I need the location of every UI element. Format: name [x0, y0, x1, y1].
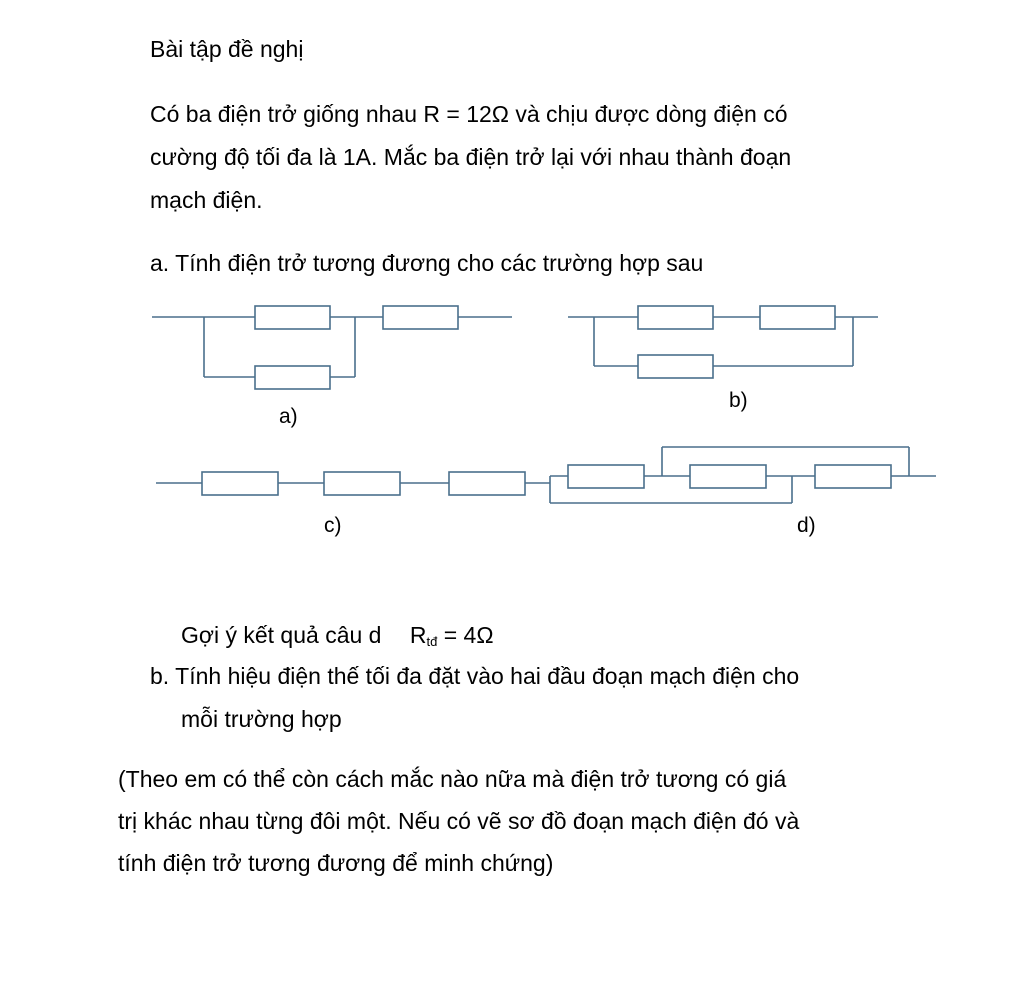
- label-c: c): [324, 514, 342, 537]
- note-line-3: tính điện trở tương đương để minh chứng): [118, 850, 554, 876]
- problem-line-2: cường độ tối đa là 1A. Mắc ba điện trở lại với nhau thành đoạn: [150, 144, 792, 170]
- circuit-d: [550, 447, 936, 503]
- part-a-question: a. Tính điện trở tương đương cho các trường hợp sau: [150, 250, 704, 276]
- circuit-a: [152, 306, 512, 389]
- part-b-line-2: mỗi trường hợp: [181, 706, 342, 732]
- problem-line-1: Có ba điện trở giống nhau R = 12Ω và chịu được dòng điện có: [150, 101, 788, 127]
- label-d: d): [797, 514, 816, 537]
- label-b: b): [729, 389, 748, 412]
- label-a: a): [279, 405, 298, 428]
- problem-line-3: mạch điện.: [150, 187, 263, 213]
- circuit-c: [156, 472, 550, 495]
- hint-value: = 4Ω: [437, 622, 494, 648]
- part-b-line-1: b. Tính hiệu điện thế tối đa đặt vào hai đầu đoạn mạch điện cho: [150, 663, 800, 689]
- hint-symbol: R: [409, 622, 427, 648]
- note-line-2: trị khác nhau từng đôi một. Nếu có vẽ sơ đồ đoạn mạch điện đó và: [118, 808, 800, 834]
- hint-subscript: tđ: [426, 634, 438, 649]
- circuit-b: [568, 306, 878, 378]
- hint-text: Gợi ý kết quả câu d: [181, 622, 382, 648]
- note-line-1: (Theo em có thể còn cách mắc nào nữa mà điện trở tương có giá: [118, 766, 787, 792]
- heading: Bài tập đề nghị: [150, 36, 304, 62]
